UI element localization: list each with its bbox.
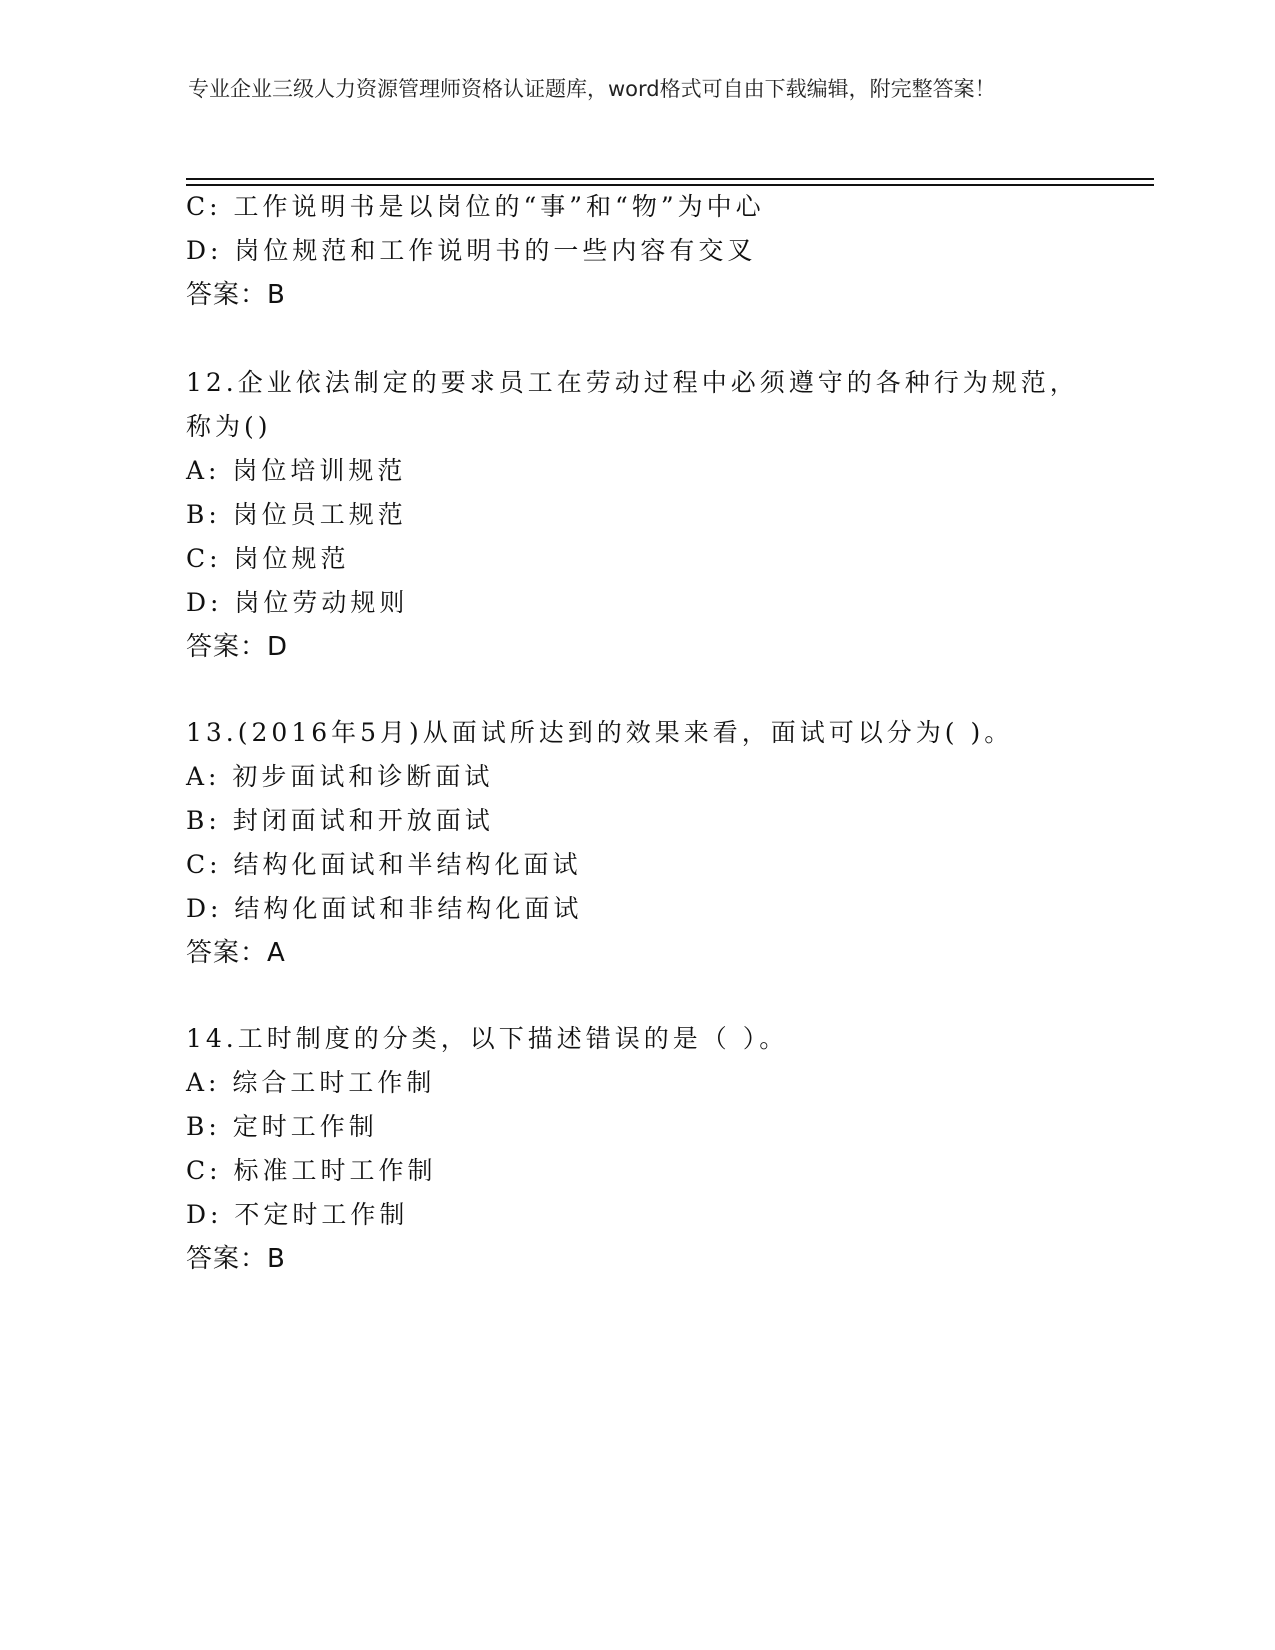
option-b: B: 封闭面试和开放面试 — [186, 806, 494, 835]
answer-line: 答案：D — [186, 632, 289, 662]
answer-line: 答案：B — [186, 1244, 286, 1274]
option-c: C: 标准工时工作制 — [186, 1156, 437, 1185]
option-a: A: 岗位培训规范 — [186, 456, 407, 485]
option-c: C: 岗位规范 — [186, 544, 350, 573]
option-c: C: 工作说明书是以岗位的“事”和“物”为中心 — [186, 192, 765, 221]
header-divider-bottom — [186, 184, 1154, 186]
document-header: 专业企业三级人力资源管理师资格认证题库，word格式可自由下载编辑，附完整答案！ — [188, 77, 996, 101]
answer-line: 答案：A — [186, 938, 286, 968]
option-a: A: 综合工时工作制 — [186, 1068, 436, 1097]
option-d: D: 岗位规范和工作说明书的一些内容有交叉 — [186, 236, 757, 265]
option-c: C: 结构化面试和半结构化面试 — [186, 850, 582, 879]
question-stem: 14.工时制度的分类，以下描述错误的是（ ）。 — [186, 1024, 789, 1053]
option-b: B: 定时工作制 — [186, 1112, 378, 1141]
answer-line: 答案：B — [186, 280, 286, 310]
option-d: D: 不定时工作制 — [186, 1200, 409, 1229]
question-stem: 12.企业依法制定的要求员工在劳动过程中必须遵守的各种行为规范， — [186, 368, 1079, 397]
option-d: D: 岗位劳动规则 — [186, 588, 409, 617]
header-divider-top — [186, 178, 1154, 180]
question-stem-continued: 称为() — [186, 412, 272, 441]
question-stem: 13.(2016年5月)从面试所达到的效果来看，面试可以分为( )。 — [186, 718, 1014, 747]
option-d: D: 结构化面试和非结构化面试 — [186, 894, 583, 923]
option-b: B: 岗位员工规范 — [186, 500, 407, 529]
option-a: A: 初步面试和诊断面试 — [186, 762, 494, 791]
